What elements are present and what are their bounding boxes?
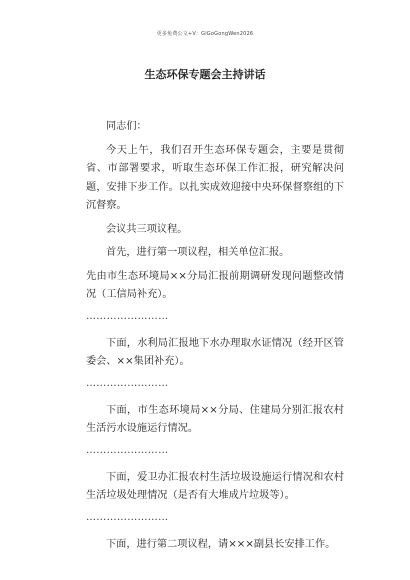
ellipsis-divider: …………………… [86, 310, 169, 322]
paragraph-intro: 今天上午，我们召开生态环保专题会，主要是贯彻省、市部署要求，听取生态环保工作汇报，研究解决问题，安排下步工作。以扎实成效迎接中央环保督察组的下沉督察。 [86, 144, 344, 211]
paragraph-agenda-count: 会议共三项议程。 [106, 223, 188, 235]
paragraph-report-3: 下面，市生态环境局××分局、住建局分别汇报农村生活污水设施运行情况。 [86, 404, 344, 434]
document-body [86, 118, 344, 559]
paragraph-report-1: 先由市生态环境局××分局汇报前期调研发现问题整改情况（工信局补充）。 [86, 270, 344, 300]
ellipsis-divider: …………………… [86, 444, 169, 456]
header-note: 更多免费公文+V：GiGoGongWen2026 [156, 31, 254, 37]
ellipsis-divider: …………………… [86, 377, 169, 389]
salutation: 同志们： [106, 121, 147, 132]
paragraph-agenda-second: 下面，进行第二项议程，请×××副县长安排工作。 [106, 538, 336, 550]
ellipsis-divider: …………………… [86, 511, 169, 523]
document-title: 生态环保专题会主持讲话 [144, 68, 266, 81]
paragraph-agenda-first: 首先，进行第一项议程，相关单位汇报。 [106, 247, 290, 258]
paragraph-report-4: 下面，爱卫办汇报农村生活垃圾设施运行情况和农村生活垃圾处理情况（是否有大堆成片垃圾等）。 [86, 471, 344, 501]
paragraph-report-2: 下面，水利局汇报地下水办理取水证情况（经开区管委会、××集团补充）。 [86, 337, 344, 367]
